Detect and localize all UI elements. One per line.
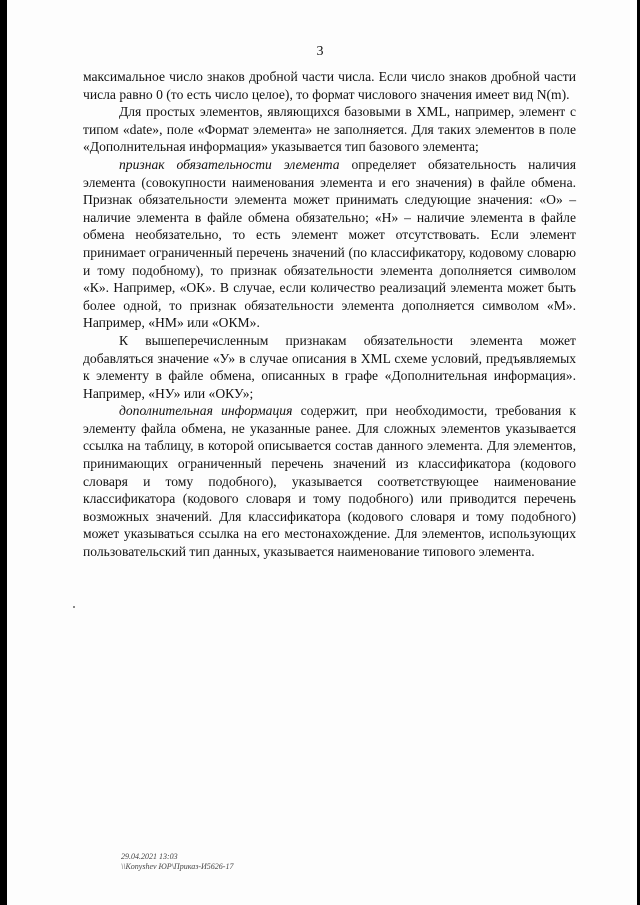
paragraph (83, 332, 576, 402)
term-italic: признак обязательности элемента (119, 156, 340, 172)
term-italic: дополнительная информация (119, 403, 293, 419)
paragraph (83, 68, 576, 103)
scan-edge-left (0, 0, 7, 905)
body-text (83, 68, 576, 561)
page-number: 3 (316, 44, 324, 59)
footer-file-path: \\Konyshev ЮР\Приказ-И5626-17 (121, 862, 234, 871)
paragraph-text: содержит, при необходимости, требования к элементу файла обмена, не указанные ранее. Для сложных элементов указывается ссылка на таблицу, в которой описывается состав данного элемента. Для элементов, принимающих ограниченный перечень значений из классификатора (кодового словаря и тому подобного), указывается соответствующее наименование классификатора (кодового словаря и тому подобного) или приводится перечень возможных значений. Для классификатора (кодового словаря и тому подобного) может указываться ссылка на его местонахождение. Для элементов, использующих пользовательский тип данных, указывается наименование типового элемента. (83, 403, 577, 560)
paragraph (83, 156, 576, 332)
scan-speck (73, 606, 75, 608)
footer-stamp (121, 852, 233, 872)
paragraph (83, 402, 576, 560)
paragraph-text: максимальное число знаков дробной части числа. Если число знаков дробной части числа равно 0 (то есть число целое), то формат числового значения имеет вид N(m). (83, 69, 576, 102)
paragraph (83, 103, 576, 156)
paragraph-text: Для простых элементов, являющихся базовыми в XML, например, элемент с типом «date», поле «Формат элемента» не заполняется. Для таких элементов в поле «Дополнительная информация» указывается тип базового элемента; (83, 104, 576, 155)
footer-date: 29.04.2021 13:03 (121, 852, 178, 861)
paragraph-text: К вышеперечисленным признакам обязательности элемента может добавляться значение «У» в случае описания в XML схеме условий, предъявляемых к элементу в файле обмена, описанных в графе «Дополнительная информация». Например, «НУ» или «ОКУ»; (83, 332, 576, 401)
paragraph-text: определяет обязательность наличия элемента (совокупности наименования элемента и его значения) в файле обмена. Признак обязательности элемента может принимать следующие значения: «О» – наличие элемента в файле обмена обязательно; «Н» – наличие элемента в файле обмена необязательно, то есть элемент может отсутствовать. Если элемент принимает ограниченный перечень значений (по классификатору, кодовому словарю и тому подобному), то признак обязательности элемента дополняется символом «К». Например, «ОК». В случае, если количество реализаций элемента может быть более одной, то признак обязательности элемента дополняется символом «М». Например, «НМ» или «ОКМ». (83, 156, 576, 331)
